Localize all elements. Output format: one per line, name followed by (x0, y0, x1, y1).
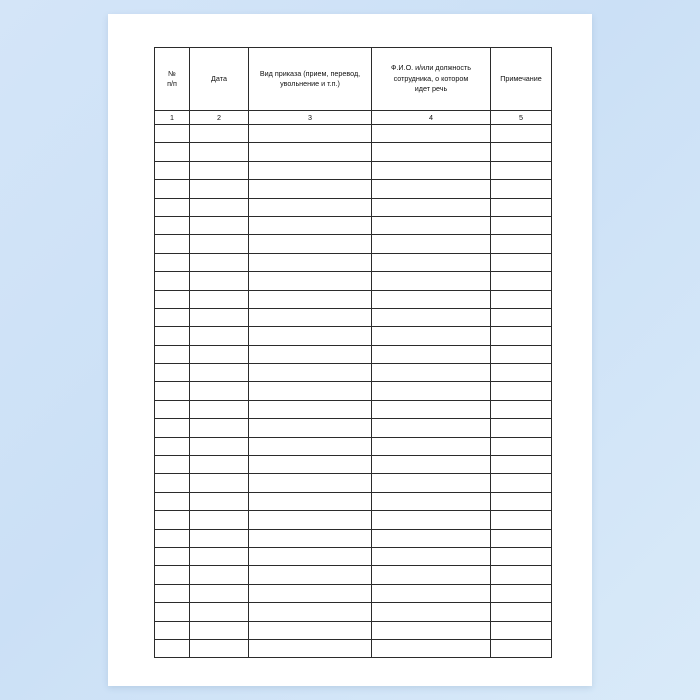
table-cell-order_type (249, 235, 372, 253)
table-cell-employee (372, 161, 491, 179)
table-cell-num (155, 198, 190, 216)
column-number-4: 4 (372, 111, 491, 125)
column-header-order-type-line2: увольнение и т.п.) (280, 79, 340, 88)
table-header (155, 48, 552, 111)
table-cell-date (190, 529, 249, 547)
table-cell-note (491, 290, 552, 308)
table-cell-note (491, 345, 552, 363)
table-row (155, 308, 552, 326)
table-cell-num (155, 364, 190, 382)
table-cell-employee (372, 639, 491, 657)
table-cell-date (190, 327, 249, 345)
table-cell-date (190, 456, 249, 474)
table-cell-order_type (249, 456, 372, 474)
table-cell-date (190, 382, 249, 400)
table-cell-employee (372, 437, 491, 455)
table-cell-employee (372, 327, 491, 345)
table-cell-order_type (249, 198, 372, 216)
table-cell-num (155, 419, 190, 437)
table-cell-note (491, 235, 552, 253)
table-row (155, 180, 552, 198)
table-cell-note (491, 419, 552, 437)
table-cell-note (491, 603, 552, 621)
table-row (155, 382, 552, 400)
table-cell-note (491, 566, 552, 584)
table-cell-num (155, 456, 190, 474)
table-cell-employee (372, 253, 491, 271)
table-cell-num (155, 308, 190, 326)
table-cell-note (491, 639, 552, 657)
table-cell-note (491, 584, 552, 602)
table-cell-num (155, 437, 190, 455)
table-cell-note (491, 621, 552, 639)
table-cell-note (491, 492, 552, 510)
table-cell-date (190, 621, 249, 639)
table-cell-num (155, 272, 190, 290)
table-row (155, 437, 552, 455)
table-cell-num (155, 143, 190, 161)
table-row (155, 639, 552, 657)
table-row (155, 584, 552, 602)
table-cell-date (190, 437, 249, 455)
table-cell-date (190, 492, 249, 510)
document-page (108, 14, 592, 686)
table-row (155, 290, 552, 308)
table-cell-date (190, 400, 249, 418)
table-cell-num (155, 290, 190, 308)
column-header-num (155, 48, 190, 111)
table-cell-num (155, 345, 190, 363)
column-number-3: 3 (249, 111, 372, 125)
table-cell-order_type (249, 125, 372, 143)
table-cell-order_type (249, 308, 372, 326)
table-cell-order_type (249, 419, 372, 437)
table-cell-employee (372, 492, 491, 510)
table-cell-order_type (249, 382, 372, 400)
table-row (155, 511, 552, 529)
table-cell-order_type (249, 216, 372, 234)
table-cell-num (155, 566, 190, 584)
table-row (155, 492, 552, 510)
table-cell-note (491, 456, 552, 474)
table-cell-date (190, 474, 249, 492)
table-cell-date (190, 364, 249, 382)
table-cell-order_type (249, 566, 372, 584)
table-cell-employee (372, 456, 491, 474)
table-row (155, 566, 552, 584)
table-cell-note (491, 180, 552, 198)
table-cell-employee (372, 419, 491, 437)
table-cell-date (190, 125, 249, 143)
table-cell-order_type (249, 345, 372, 363)
table-cell-employee (372, 364, 491, 382)
table-cell-num (155, 603, 190, 621)
column-header-date-line1: Дата (211, 73, 227, 83)
table-row (155, 327, 552, 345)
table-cell-num (155, 235, 190, 253)
table-cell-num (155, 216, 190, 234)
table-cell-num (155, 621, 190, 639)
table-body (155, 111, 552, 658)
table-cell-note (491, 437, 552, 455)
table-cell-order_type (249, 639, 372, 657)
table-cell-order_type (249, 511, 372, 529)
column-number-1: 1 (155, 111, 190, 125)
column-header-employee-line3: идет речь (414, 84, 448, 94)
table-cell-order_type (249, 492, 372, 510)
column-header-note (491, 48, 552, 111)
table-cell-employee (372, 272, 491, 290)
table-cell-date (190, 272, 249, 290)
table-row (155, 198, 552, 216)
table-cell-note (491, 125, 552, 143)
table-cell-note (491, 547, 552, 565)
table-cell-num (155, 327, 190, 345)
table-cell-order_type (249, 327, 372, 345)
table-cell-order_type (249, 529, 372, 547)
column-number-row (155, 111, 552, 125)
table-cell-order_type (249, 547, 372, 565)
table-cell-order_type (249, 603, 372, 621)
column-header-order-type-line1: Вид приказа (прием, перевод, (259, 68, 361, 78)
table-cell-employee (372, 290, 491, 308)
table-row (155, 216, 552, 234)
table-row (155, 253, 552, 271)
table-cell-date (190, 198, 249, 216)
table-cell-employee (372, 511, 491, 529)
table-cell-order_type (249, 621, 372, 639)
table-cell-date (190, 253, 249, 271)
table-cell-num (155, 529, 190, 547)
table-cell-employee (372, 474, 491, 492)
table-cell-date (190, 566, 249, 584)
table-cell-note (491, 400, 552, 418)
table-cell-employee (372, 621, 491, 639)
table-row (155, 161, 552, 179)
table-cell-employee (372, 235, 491, 253)
table-cell-order_type (249, 253, 372, 271)
table-cell-num (155, 180, 190, 198)
column-header-num-line2: п/п (167, 79, 177, 88)
table-row (155, 272, 552, 290)
table-row (155, 603, 552, 621)
table-cell-date (190, 584, 249, 602)
table-row (155, 474, 552, 492)
table-row (155, 235, 552, 253)
table-cell-note (491, 198, 552, 216)
table-cell-employee (372, 345, 491, 363)
table-cell-employee (372, 529, 491, 547)
table-cell-date (190, 603, 249, 621)
table-cell-employee (372, 603, 491, 621)
table-cell-order_type (249, 474, 372, 492)
column-header-num-line1: № (168, 68, 176, 78)
column-header-note-line1: Примечание (500, 73, 542, 83)
table-cell-note (491, 327, 552, 345)
table-cell-employee (372, 584, 491, 602)
column-number-5: 5 (491, 111, 552, 125)
column-header-employee-line2: сотрудника, о котором (393, 73, 469, 83)
table-cell-date (190, 419, 249, 437)
table-cell-date (190, 639, 249, 657)
table-cell-employee (372, 216, 491, 234)
table-cell-order_type (249, 437, 372, 455)
table-cell-date (190, 235, 249, 253)
table-cell-note (491, 253, 552, 271)
table-cell-order_type (249, 364, 372, 382)
table-cell-date (190, 547, 249, 565)
column-header-order-type (249, 48, 372, 111)
table-cell-num (155, 382, 190, 400)
table-cell-order_type (249, 272, 372, 290)
table-cell-date (190, 511, 249, 529)
table-cell-employee (372, 180, 491, 198)
table-row (155, 125, 552, 143)
table-row (155, 547, 552, 565)
table-row (155, 529, 552, 547)
table-cell-employee (372, 308, 491, 326)
column-number-2: 2 (190, 111, 249, 125)
table-cell-date (190, 161, 249, 179)
table-row (155, 143, 552, 161)
table-cell-num (155, 584, 190, 602)
table-cell-note (491, 161, 552, 179)
table-row (155, 345, 552, 363)
table-cell-note (491, 272, 552, 290)
table-cell-note (491, 216, 552, 234)
table-cell-date (190, 345, 249, 363)
table-cell-num (155, 639, 190, 657)
table-cell-order_type (249, 161, 372, 179)
table-cell-order_type (249, 584, 372, 602)
table-cell-date (190, 216, 249, 234)
table-cell-order_type (249, 290, 372, 308)
table-cell-order_type (249, 400, 372, 418)
table-cell-employee (372, 566, 491, 584)
table-cell-num (155, 253, 190, 271)
table-cell-num (155, 125, 190, 143)
table-cell-note (491, 308, 552, 326)
table-cell-num (155, 400, 190, 418)
table-row (155, 621, 552, 639)
table-cell-date (190, 143, 249, 161)
table-cell-date (190, 290, 249, 308)
table-cell-note (491, 474, 552, 492)
register-table-container (154, 47, 546, 658)
table-row (155, 456, 552, 474)
column-header-employee (372, 48, 491, 111)
table-cell-date (190, 180, 249, 198)
table-cell-note (491, 364, 552, 382)
table-cell-date (190, 308, 249, 326)
table-cell-num (155, 511, 190, 529)
table-row (155, 419, 552, 437)
table-cell-employee (372, 400, 491, 418)
table-header-row (155, 48, 552, 111)
table-cell-employee (372, 382, 491, 400)
table-cell-num (155, 161, 190, 179)
register-table (154, 47, 552, 658)
table-cell-order_type (249, 143, 372, 161)
column-header-employee-line1: Ф.И.О. и/или должность (390, 63, 472, 73)
column-header-date (190, 48, 249, 111)
table-row (155, 364, 552, 382)
table-cell-employee (372, 125, 491, 143)
table-cell-employee (372, 547, 491, 565)
table-cell-employee (372, 143, 491, 161)
table-cell-employee (372, 198, 491, 216)
table-cell-note (491, 382, 552, 400)
table-cell-note (491, 529, 552, 547)
table-cell-note (491, 511, 552, 529)
table-cell-note (491, 143, 552, 161)
table-cell-order_type (249, 180, 372, 198)
table-row (155, 400, 552, 418)
table-cell-num (155, 474, 190, 492)
table-cell-num (155, 492, 190, 510)
table-cell-num (155, 547, 190, 565)
